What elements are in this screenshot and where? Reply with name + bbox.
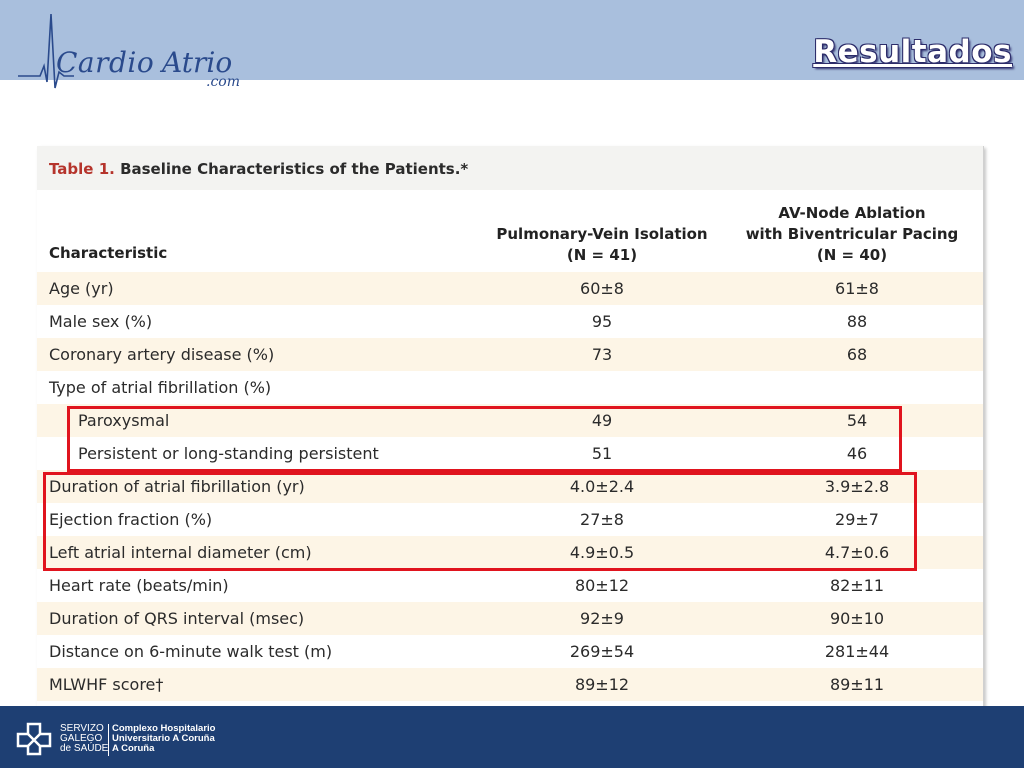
row-label: Duration of atrial fibrillation (yr) xyxy=(49,477,305,496)
hospital-line-2: Universitario A Coruña xyxy=(112,733,215,744)
row-label: Left atrial internal diameter (cm) xyxy=(49,543,312,562)
cell-pvi: 49 xyxy=(591,411,613,430)
table-header xyxy=(37,190,983,273)
row-label: Duration of QRS interval (msec) xyxy=(49,609,305,628)
cell-avn: 61±8 xyxy=(835,279,879,298)
table-row xyxy=(37,272,983,305)
column-header-avn-title: AV-Node Ablation xyxy=(778,204,926,222)
cell-avn: 29±7 xyxy=(835,510,879,529)
cell-avn: 82±11 xyxy=(829,576,885,595)
table-row xyxy=(37,635,983,668)
table-row xyxy=(37,371,983,404)
row-label: MLWHF score† xyxy=(49,675,164,694)
row-label: Persistent or long-standing persistent xyxy=(78,444,379,463)
cell-pvi: 4.9±0.5 xyxy=(569,543,635,562)
cell-avn: 4.7±0.6 xyxy=(824,543,890,562)
org-line-3: de SAÚDE xyxy=(60,743,109,754)
row-label: Type of atrial fibrillation (%) xyxy=(49,378,272,397)
row-label: Heart rate (beats/min) xyxy=(49,576,229,595)
cell-pvi: 60±8 xyxy=(580,279,624,298)
row-label: Ejection fraction (%) xyxy=(49,510,213,529)
table-caption-text: Baseline Characteristics of the Patients.* xyxy=(114,160,469,178)
cell-avn: 46 xyxy=(846,444,868,463)
table-row xyxy=(37,338,983,371)
hospital-line-1: Complexo Hospitalario xyxy=(112,723,216,734)
cell-pvi: 51 xyxy=(591,444,613,463)
column-header-pvi xyxy=(477,224,727,266)
column-header-avn-n: (N = 40) xyxy=(816,246,888,264)
row-label: Coronary artery disease (%) xyxy=(49,345,275,364)
hospital-line-3: A Coruña xyxy=(112,743,155,754)
cell-avn: 54 xyxy=(846,411,868,430)
cell-pvi: 27±8 xyxy=(580,510,624,529)
cell-pvi: 95 xyxy=(591,312,613,331)
highlight-box-af-type xyxy=(67,406,902,472)
org-line-2: GALEGO xyxy=(60,733,103,744)
row-label: Paroxysmal xyxy=(78,411,170,430)
cell-pvi: 269±54 xyxy=(569,642,635,661)
cell-pvi: 89±12 xyxy=(574,675,630,694)
sergas-logo[interactable] xyxy=(16,722,246,758)
cell-pvi: 92±9 xyxy=(580,609,624,628)
table-caption-label: Table 1. xyxy=(49,160,115,178)
logo-cardio-text: Cardio xyxy=(56,46,155,79)
column-header-pvi-n: (N = 41) xyxy=(566,246,638,264)
table-caption xyxy=(37,146,983,190)
table-row xyxy=(37,305,983,338)
logo-atrio-text: Atrio xyxy=(162,46,233,79)
column-header-avn-subtitle: with Biventricular Pacing xyxy=(745,225,959,243)
column-header-characteristic: Characteristic xyxy=(49,244,168,262)
sergas-cross-icon xyxy=(16,722,52,756)
footer-separator xyxy=(108,724,109,756)
column-header-pvi-title: Pulmonary-Vein Isolation xyxy=(496,225,708,243)
cell-avn: 88 xyxy=(846,312,868,331)
cell-pvi: 73 xyxy=(591,345,613,364)
cell-pvi: 4.0±2.4 xyxy=(569,477,635,496)
row-label: Male sex (%) xyxy=(49,312,153,331)
logo-com-text: .com xyxy=(206,74,240,90)
cardioatrio-logo[interactable] xyxy=(14,10,274,92)
cell-avn: 68 xyxy=(846,345,868,364)
cell-avn: 90±10 xyxy=(829,609,885,628)
column-header-avn xyxy=(727,203,977,266)
org-line-1: SERVIZO xyxy=(60,723,104,734)
table-row xyxy=(37,602,983,635)
row-label: Distance on 6-minute walk test (m) xyxy=(49,642,333,661)
cell-avn: 89±11 xyxy=(829,675,885,694)
cell-avn: 3.9±2.8 xyxy=(824,477,890,496)
cell-avn: 281±44 xyxy=(824,642,890,661)
highlight-box-duration-ef-la xyxy=(43,472,917,571)
slide-title: Resultados xyxy=(813,34,1012,70)
row-label: Age (yr) xyxy=(49,279,114,298)
cell-pvi: 80±12 xyxy=(574,576,630,595)
table-row xyxy=(37,668,983,701)
table-row xyxy=(37,569,983,602)
